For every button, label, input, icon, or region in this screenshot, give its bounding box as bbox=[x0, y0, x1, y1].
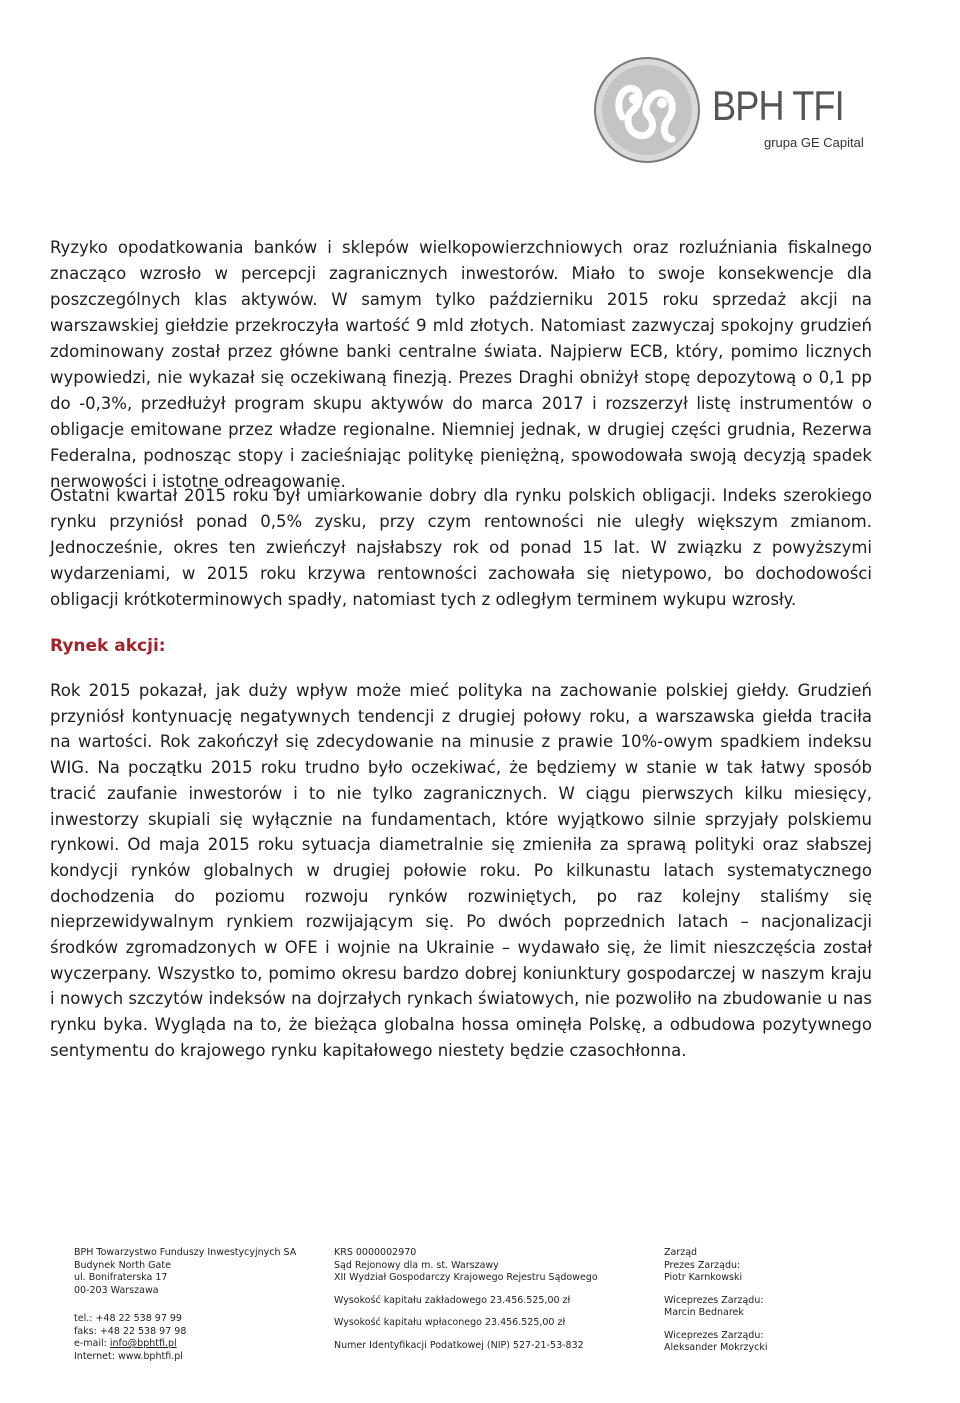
company-logo bbox=[592, 55, 882, 165]
vice-president-2-name: Aleksander Mokrzycki bbox=[664, 1342, 768, 1353]
paragraph-bond-market: Ostatni kwartał 2015 roku był umiarkowanie dobry dla rynku polskich obligacji. Indeks szerokiego rynku przyniósł ponad 0,5% zysku, przy czym rentowności nie uległy większym zmianom. Jednocześnie, okres ten zwieńczył najsłabszy rok od ponad 15 lat. W związku z powyższymi wydarzeniami, w 2015 roku krzywa rentowności zachowała się nietypowo, bo dochodowości obligacji krótkoterminowych spadły, natomiast tych z odległym terminem wykupu wzrosły. bbox=[50, 486, 872, 609]
vice-president-1-role: Wiceprezes Zarządu: bbox=[664, 1294, 764, 1306]
company-city: 00-203 Warszawa bbox=[74, 1284, 159, 1296]
email-link[interactable]: info@bphtfi.pl bbox=[109, 1338, 177, 1349]
paid-capital: Wysokość kapitału wpłaconego 23.456.525,00 zł bbox=[334, 1317, 566, 1328]
company-email-line bbox=[74, 1338, 296, 1351]
footer-board-info bbox=[664, 1247, 767, 1355]
paragraph-banking-tax: Ryzyko opodatkowania banków i sklepów wielkopowierzchniowych oraz rozluźniania fiskalnego znacząco wzrosło w percepcji zagranicznych inwestorów. Miało to swoje konsekwencje dla poszczególnych klas aktywów. W samym tylko październiku 2015 roku sprzedaż akcji na warszawskiej giełdzie przekroczyła wartość 9 mld złotych. Natomiast zazwyczaj spokojny grudzień zdominowany został przez główne banki centralne świata. Najpierw ECB, który, pomimo licznych wypowiedzi, nie wykazał się oczekiwaną finezją. Prezes Draghi obniżył stopę depozytową o 0,1 pp do -0,3%, przedłużył program skupu aktywów do marca 2017 i rozszerzył listę instrumentów o obligacje emitowane przez władze regionalne. Niemniej jednak, w drugiej części grudnia, Rezerwa Federalna, podnosząc stopy i zacieśniając politykę pieniężną, spowodowała swoją decyzją spadek nerwowości i istotne odreagowanie. bbox=[50, 238, 872, 491]
footer-registry-info bbox=[334, 1247, 598, 1352]
vice-president-1-name: Marcin Bednarek bbox=[664, 1307, 744, 1318]
president-role: Prezes Zarządu: bbox=[664, 1259, 741, 1271]
tax-id: Numer Identyfikacji Podatkowej (NIP) 527-21-53-832 bbox=[334, 1339, 584, 1351]
company-website[interactable]: Internet: www.bphtfi.pl bbox=[74, 1350, 183, 1362]
registry-department: XII Wydział Gospodarczy Krajowego Rejestru Sądowego bbox=[334, 1272, 598, 1283]
company-fax: faks: +48 22 538 97 98 bbox=[74, 1325, 187, 1337]
email-label: e-mail: bbox=[74, 1338, 110, 1349]
president-name: Piotr Karnkowski bbox=[664, 1272, 743, 1283]
brand-subtitle: grupa GE Capital bbox=[764, 135, 864, 150]
section-heading-equity-market: Rynek akcji: bbox=[50, 636, 166, 656]
company-phone: tel.: +48 22 538 97 99 bbox=[74, 1313, 182, 1324]
vice-president-2-role: Wiceprezes Zarządu: bbox=[664, 1329, 764, 1341]
registry-court: Sąd Rejonowy dla m. st. Warszawy bbox=[334, 1259, 499, 1271]
company-street: ul. Bonifraterska 17 bbox=[74, 1272, 168, 1283]
share-capital: Wysokość kapitału zakładowego 23.456.525,00 zł bbox=[334, 1294, 571, 1306]
board-title: Zarząd bbox=[664, 1247, 698, 1258]
bph-tfi-emblem-icon bbox=[592, 55, 702, 165]
company-building: Budynek North Gate bbox=[74, 1259, 171, 1271]
footer-company-info bbox=[74, 1247, 296, 1363]
brand-name: BPH TFI bbox=[712, 82, 844, 129]
company-name: BPH Towarzystwo Funduszy Inwestycyjnych SA bbox=[74, 1247, 297, 1258]
paragraph-equity-market: Rok 2015 pokazał, jak duży wpływ może mieć polityka na zachowanie polskiej giełdy. Grudzień przyniósł kontynuację negatywnych tendencji z drugiej połowy roku, a warszawska giełda traciła na wartości. Rok zakończył się zdecydowanie na minusie z prawie 10%-owym spadkiem indeksu WIG. Na początku 2015 roku trudno było oczekiwać, że będziemy w stanie w tak łatwy sposób tracić zaufanie inwestorów i to nie tylko zagranicznych. W ciągu pierwszych kilku miesięcy, inwestorzy skupiali się wyłącznie na fundamentach, które wyjątkowo silnie sprzyjały polskiemu rynkowi. Od maja 2015 roku sytuacja diametralnie się zmieniła za sprawą polityki oraz słabszej kondycji rynków globalnych w drugiej połowie roku. Po kilkunastu latach systematycznego dochodzenia do poziomu rozwoju rynków rozwiniętych, po raz kolejny staliśmy się nieprzewidywalnym rynkiem rozwijającym się. Po dwóch poprzednich latach – nacjonalizacji środków zgromadzonych w OFE i wojnie na Ukrainie – wydawało się, że limit nieszczęścia został wyczerpany. Wszystko to, pomimo okresu bardzo dobrej koniunktury gospodarczej w naszym kraju i nowych szczytów indeksów na dojrzałych rynkach światowych, nie pozwoliło na zbudowanie u nas rynku byka. Wygląda na to, że bieżąca globalna hossa ominęła Polskę, a odbudowa pozytywnego sentymentu do krajowego rynku kapitałowego niestety będzie czasochłonna. bbox=[50, 681, 873, 1060]
krs-number: KRS 0000002970 bbox=[334, 1247, 417, 1258]
